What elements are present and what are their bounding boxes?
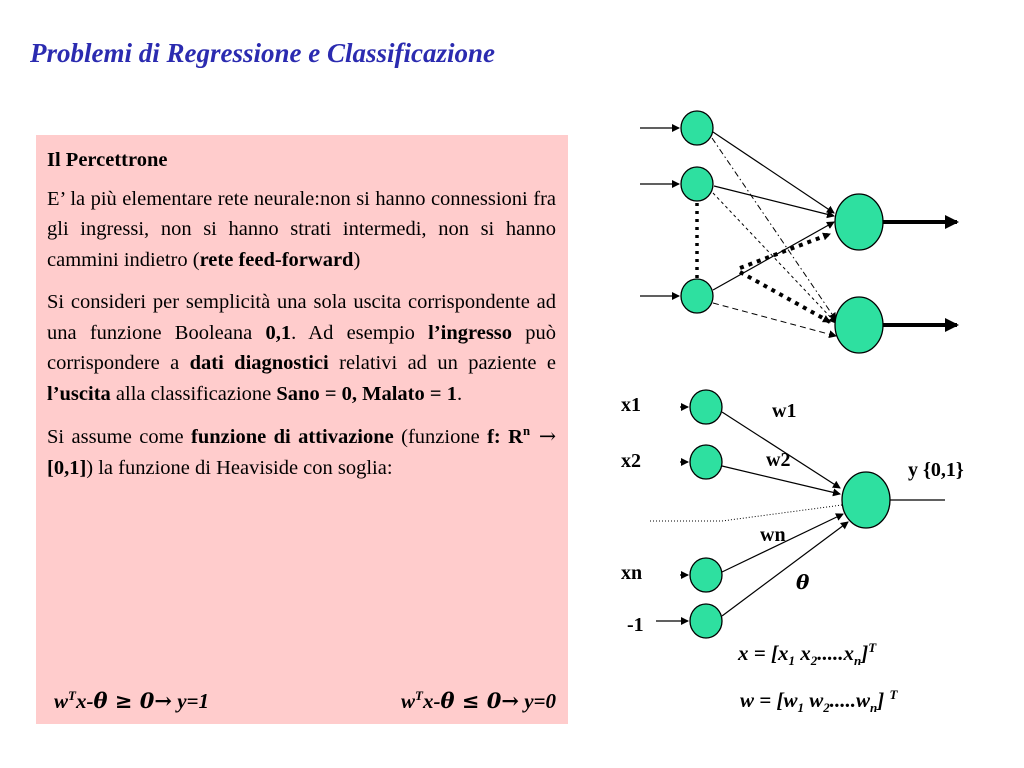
output-label: y {0,1} [908,459,964,481]
vector-x-definition: $x = [x_1$ $x_2.....x_n]^T$ [738,640,877,669]
input-node-x2 [690,445,722,479]
weight-label-w1: w1 [772,400,797,422]
paragraph-definition: E’ la più elementare rete neurale:non si hanno connessioni fra gli ingressi, non si hanno strati intermedi, non si hanno cammini indietro (rete feed-forward) [47,187,556,271]
formula-output-one: $w^Tx-\theta \ge 0\to y=1$ [54,688,209,713]
formula-output-zero: $w^Tx-\theta \le 0\to y=0$ [401,688,556,713]
output-node [835,297,883,353]
ellipsis-connection [650,505,842,521]
paragraph-activation-function: Si assume come funzione di attivazione (funzione f: $R^n \to [0,1]$) la funzione di Heaviside con soglia: [47,424,556,479]
connection-line [713,222,834,290]
input-node [681,111,713,145]
perceptron-diagram [650,390,945,638]
page-title: Problemi di Regressione e Classificazione [30,38,495,68]
box-heading: Il Percettrone [47,149,168,171]
input-node-x1 [690,390,722,424]
input-node [681,167,713,201]
input-node-xn [690,558,722,592]
dashed-connection [713,303,836,336]
bias-input-label: -1 [627,614,644,636]
perceptron-output-node [842,472,890,528]
paragraph-boolean-output: Si consideri per semplicità una sola uscita corrispondente ad una funzione Booleana 0,1. Ad esempio l’ingresso può corrispondere a dati diagnostici relativi ad un paziente e l’uscita alla classificazione Sano = 0, Malato = 1. [47,291,557,405]
feedforward-network [640,111,957,353]
input-node [681,279,713,313]
input-label-x1: x1 [621,394,641,416]
bias-node [690,604,722,638]
dotted-connection [740,272,830,322]
vector-w-definition: $w = [w_1$ $w_2.....w_n$] $^T$ [740,687,898,716]
input-label-x2: x2 [621,450,641,472]
weight-label-wn: wn [760,524,786,546]
dotted-connection [740,234,830,268]
output-node [835,194,883,250]
threshold-label: θ [796,570,810,594]
input-label-xn: xn [621,562,643,584]
weight-label-w2: w2 [766,449,791,471]
